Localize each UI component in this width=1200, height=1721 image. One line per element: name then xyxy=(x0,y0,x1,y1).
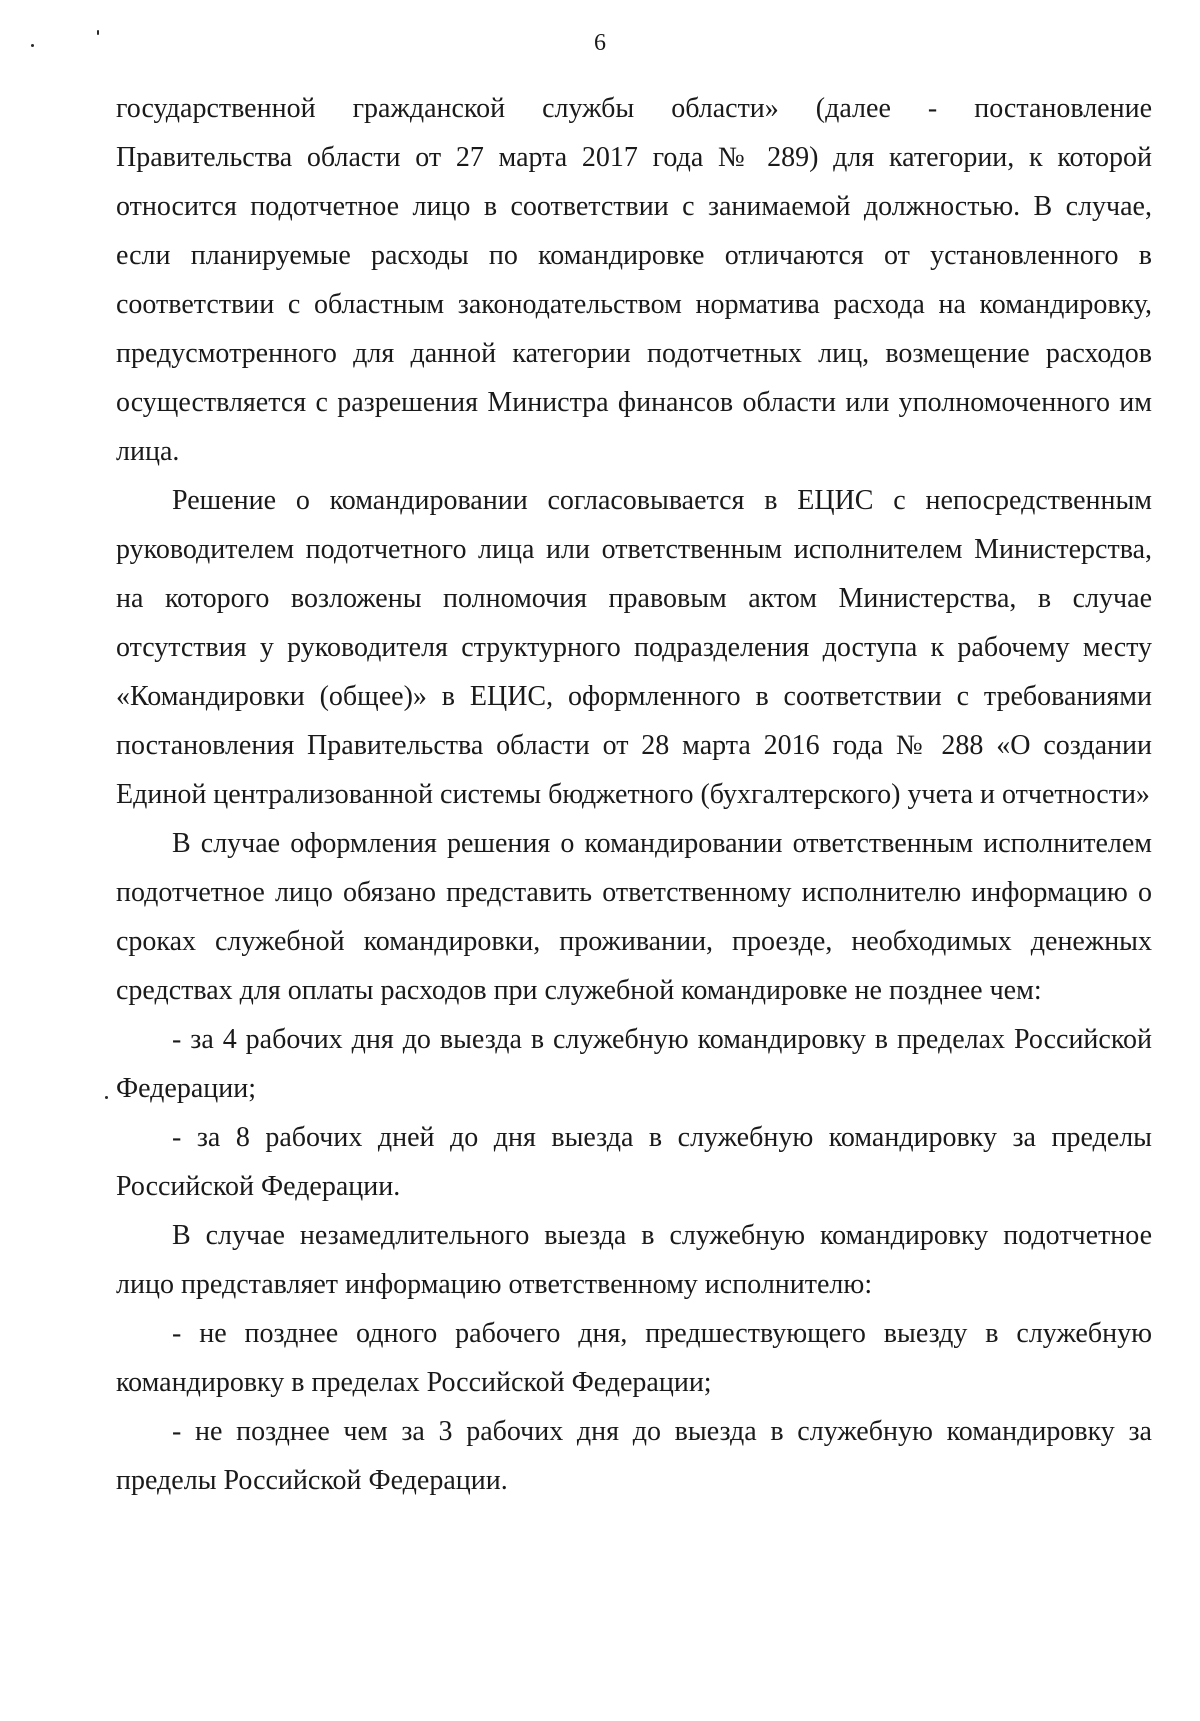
list-item-domestic-deadline: - за 4 рабочих дня до выезда в служебную командировку в пределах Российской Федерации; xyxy=(116,1024,1152,1104)
list-item-urgent-domestic: - не позднее одного рабочего дня, предшествующего выезду в служебную командировку в пределах Российской Федерации; xyxy=(116,1318,1152,1398)
scan-speck xyxy=(105,1096,108,1099)
paragraph-continuation: государственной гражданской службы области» (далее - постановление Правительства области от 27 марта 2017 года № 289) для категории, к которой относится подотчетное лицо в соответствии с занимаемой должностью. В случае, если планируемые расходы по командировке отличаются от установленного в соответствии с областным законодательством норматива расхода на командировку, предусмотренного для данной категории подотчетных лиц, возмещение расходов осуществляется с разрешения Министра финансов области или уполномоченного им лица. xyxy=(116,93,1152,467)
paragraph-decision-approval: Решение о командировании согласовывается в ЕЦИС с непосредственным руководителем подотчетного лица или ответственным исполнителем Министерства, на которого возложены полномочия правовым актом Министерства, в случае отсутствия у руководителя структурного подразделения доступа к рабочему месту «Командировки (общее)» в ЕЦИС, оформленного в соответствии с требованиями постановления Правительства области от 28 марта 2016 года № 288 «О создании Единой централизованной системы бюджетного (бухгалтерского) учета и отчетности» xyxy=(116,485,1152,810)
document-body xyxy=(116,84,1152,1505)
paragraph-responsible-executor: В случае оформления решения о командировании ответственным исполнителем подотчетное лицо обязано представить ответственному исполнителю информацию о сроках служебной командировки, проживании, проезде, необходимых денежных средствах для оплаты расходов при служебной командировке не позднее чем: xyxy=(116,828,1152,1006)
list-item-urgent-foreign: - не позднее чем за 3 рабочих дня до выезда в служебную командировку за пределы Российской Федерации. xyxy=(116,1416,1152,1496)
page-number: 6 xyxy=(594,30,606,56)
paragraph-urgent-trip: В случае незамедлительного выезда в служебную командировку подотчетное лицо представляет информацию ответственному исполнителю: xyxy=(116,1220,1152,1300)
list-item-foreign-deadline: - за 8 рабочих дней до дня выезда в служебную командировку за пределы Российской Федерации. xyxy=(116,1122,1152,1202)
